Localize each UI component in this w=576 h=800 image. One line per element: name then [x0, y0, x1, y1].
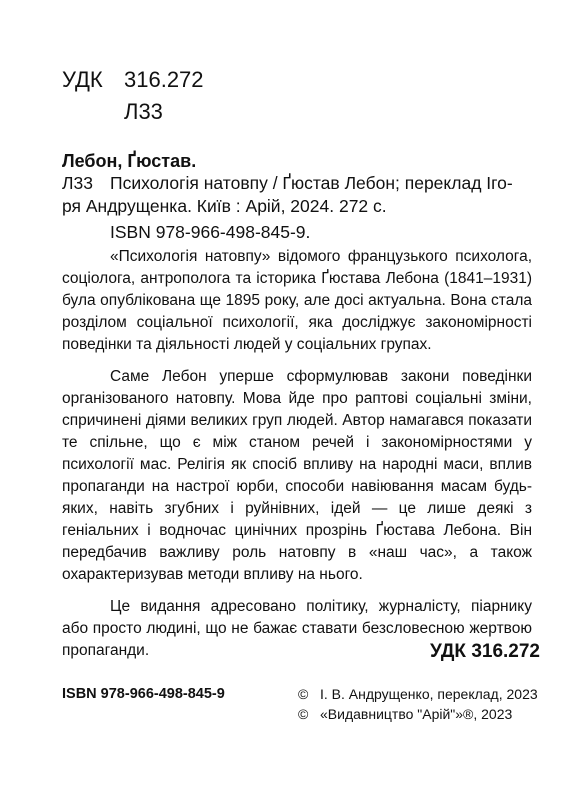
- udk-block-top: [62, 64, 204, 128]
- udk-bottom: УДК 316.272: [430, 641, 540, 662]
- annotation-paragraph: Це видання адресовано політику, журналісту, піарнику або просто людині, що не бажає ставати безсловесною жертвою пропаганди.: [62, 598, 532, 659]
- isbn-bottom: ISBN 978-966-498-845-9: [62, 686, 225, 702]
- udk-label: УДК: [62, 67, 103, 92]
- copyright-line: [298, 704, 538, 724]
- record-isbn: ISBN 978-966-498-845-9.: [110, 222, 311, 242]
- annotation-paragraph: Саме Лебон уперше сформулював закони поведінки організованого натовпу. Мова йде про раптові соціальні зміни, спричинені діями великих груп людей. Автор намагався показати те спільне, що є між станом речей і закономірностями у психології мас. Релігія як спосіб впливу на народні маси, вплив пропаганди на настрої юрби, способи навіювання масам будь-яких, навіть згубних і руйнівних, ідей — це лише деякі з геніальних і водночас цинічних прозрінь Ґюстава Лебона. Він передбачив важливу роль натовпу в «наш час», а також охарактеризував методи впливу на нього.: [62, 368, 532, 583]
- copyright-symbol: ©: [298, 706, 309, 722]
- record-title-line-1: Психологія натовпу / Ґюстав Лебон; переклад Іго-: [110, 173, 513, 193]
- annotation-paragraph: «Психологія натовпу» відомого французького психолога, соціолога, антрополога та історика Ґюстава Лебона (1841–1931) була опублікована ще 1895 року, але досі актуальна. Вона стала розділом соціальної психології, яка досліджує закономірності поведінки та діяльності людей у соціальних групах.: [62, 248, 532, 353]
- udk-code: 316.272: [124, 67, 204, 92]
- bibliographic-record: [62, 172, 532, 218]
- copyright-text: І. В. Андрущенко, переклад, 2023: [320, 686, 538, 702]
- author-heading: Лебон, Ґюстав.: [62, 151, 197, 171]
- copyright-symbol: ©: [298, 686, 309, 702]
- annotation: [62, 246, 532, 672]
- copyright-block: [298, 684, 538, 724]
- copyright-line: [298, 684, 538, 704]
- record-cutter-code: Л33: [62, 173, 93, 193]
- copyright-text: «Видавництво "Арій"»®, 2023: [320, 706, 513, 722]
- record-title-line-2: ря Андрущенка. Київ : Арій, 2024. 272 с.: [62, 196, 387, 216]
- author-cutter-code: Л33: [124, 99, 163, 124]
